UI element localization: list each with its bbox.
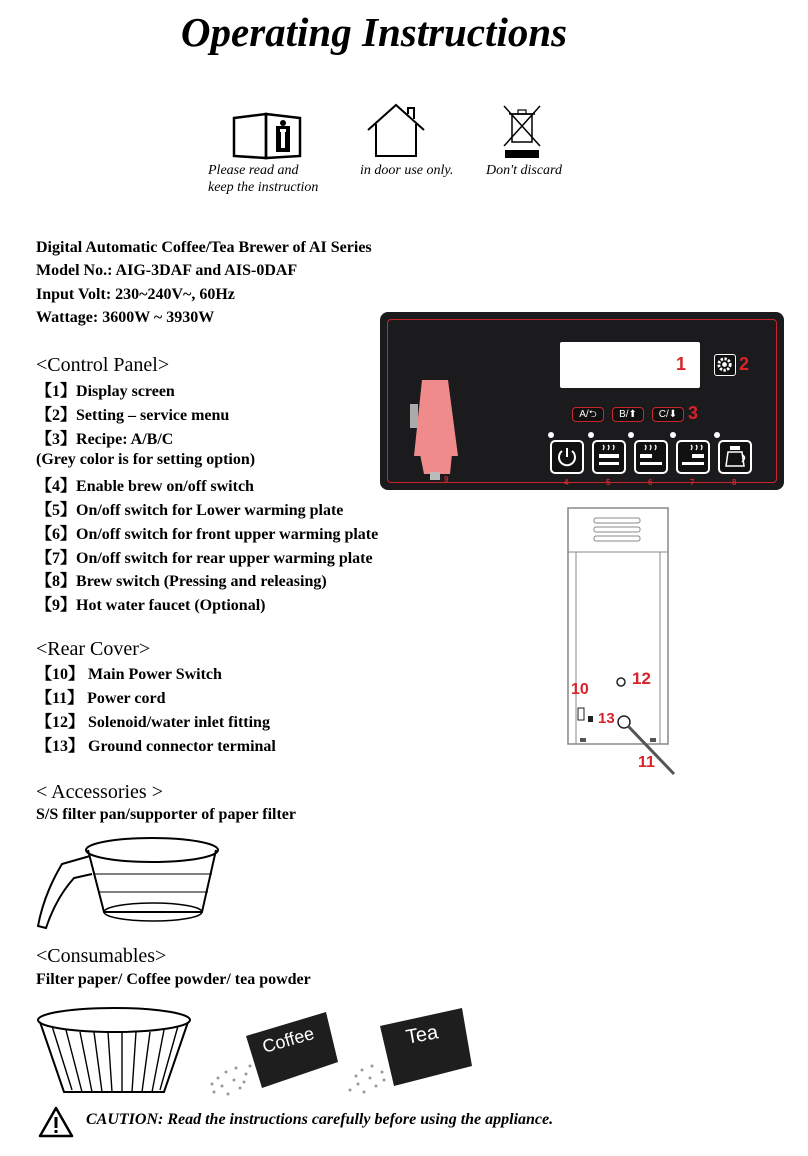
crossed-bin-icon	[502, 104, 542, 165]
spec-model: Model No.: AIG-3DAF and AIS-0DAF	[36, 262, 298, 279]
recipe-a-button[interactable]: A/⮌	[572, 407, 604, 422]
recipe-c-button[interactable]: C/⬇	[652, 407, 684, 422]
label-7: 7	[690, 478, 695, 487]
label-12: 12	[632, 669, 651, 688]
list-item: 【2】Setting – service menu	[36, 407, 230, 424]
list-item: 【1】Display screen	[36, 383, 175, 400]
house-icon	[364, 102, 428, 163]
indoor-caption: in door use only.	[360, 163, 454, 178]
rear-upper-warmer-button[interactable]	[676, 440, 710, 474]
manual-book-icon	[232, 112, 302, 165]
list-item: 【13】 Ground connector terminal	[36, 738, 276, 755]
accessories-heading: < Accessories >	[36, 781, 163, 803]
label-9: 9	[444, 475, 449, 484]
label-4: 4	[564, 478, 569, 487]
setting-note: (Grey color is for setting option)	[36, 451, 256, 468]
rear-cover-heading: <Rear Cover>	[36, 638, 151, 660]
led-indicator	[548, 432, 554, 438]
brew-switch-button[interactable]	[718, 440, 752, 474]
label-6: 6	[648, 478, 653, 487]
list-item: 【10】 Main Power Switch	[36, 666, 222, 683]
control-panel-diagram	[380, 312, 784, 490]
list-item: 【12】 Solenoid/water inlet fitting	[36, 714, 270, 731]
lower-warmer-button[interactable]	[592, 440, 626, 474]
led-indicator	[670, 432, 676, 438]
warning-triangle-icon	[38, 1106, 74, 1143]
label-2: 2	[739, 354, 750, 374]
label-11: 11	[638, 754, 655, 771]
hot-water-faucet-icon	[402, 374, 462, 489]
filter-paper-icon	[34, 1002, 194, 1103]
page-title: Operating Instructions	[180, 9, 568, 55]
list-item: 【8】Brew switch (Pressing and releasing)	[36, 573, 327, 590]
spec-volt: Input Volt: 230~240V~, 60Hz	[36, 286, 235, 303]
label-13: 13	[598, 710, 615, 727]
list-item: 【5】On/off switch for Lower warming plate	[36, 502, 344, 519]
list-item: 【3】Recipe: A/B/C	[36, 431, 174, 448]
tea-bag-icon	[344, 1004, 474, 1100]
list-item: 【7】On/off switch for rear upper warming plate	[36, 550, 373, 567]
coffee-label: Coffee	[260, 1023, 317, 1057]
caution-text: CAUTION: Read the instructions carefully before using the appliance.	[86, 1111, 554, 1128]
consumables-heading: <Consumables>	[36, 945, 167, 967]
label-1: 1	[676, 354, 687, 374]
rear-cover-diagram	[566, 506, 696, 787]
list-item: 【4】Enable brew on/off switch	[36, 478, 254, 495]
spec-product: Digital Automatic Coffee/Tea Brewer of AI Series	[36, 239, 372, 256]
accessories-text: S/S filter pan/supporter of paper filter	[36, 806, 296, 823]
list-item: 【9】Hot water faucet (Optional)	[36, 597, 266, 614]
recipe-b-button[interactable]: B/⬆	[612, 407, 644, 422]
label-10: 10	[571, 681, 589, 698]
list-item: 【11】 Power cord	[36, 690, 166, 707]
front-upper-warmer-button[interactable]	[634, 440, 668, 474]
tea-label: Tea	[404, 1021, 440, 1049]
brew-enable-power-button[interactable]	[550, 440, 584, 474]
read-caption-1: Please read and	[208, 163, 299, 178]
gear-icon[interactable]	[714, 354, 736, 376]
list-item: 【6】On/off switch for front upper warming plate	[36, 526, 379, 543]
control-panel-heading: <Control Panel>	[36, 354, 170, 376]
led-indicator	[714, 432, 720, 438]
label-5: 5	[606, 478, 611, 487]
spec-wattage: Wattage: 3600W ~ 3930W	[36, 309, 215, 326]
led-indicator	[628, 432, 634, 438]
coffee-bag-icon	[206, 1008, 340, 1100]
label-3: 3	[688, 403, 699, 423]
filter-pan-icon	[34, 834, 224, 937]
led-indicator	[588, 432, 594, 438]
read-caption-2: keep the instruction	[208, 180, 319, 195]
label-8: 8	[732, 478, 737, 487]
consumables-text: Filter paper/ Coffee powder/ tea powder	[36, 971, 311, 988]
discard-caption: Don't discard	[486, 163, 562, 178]
